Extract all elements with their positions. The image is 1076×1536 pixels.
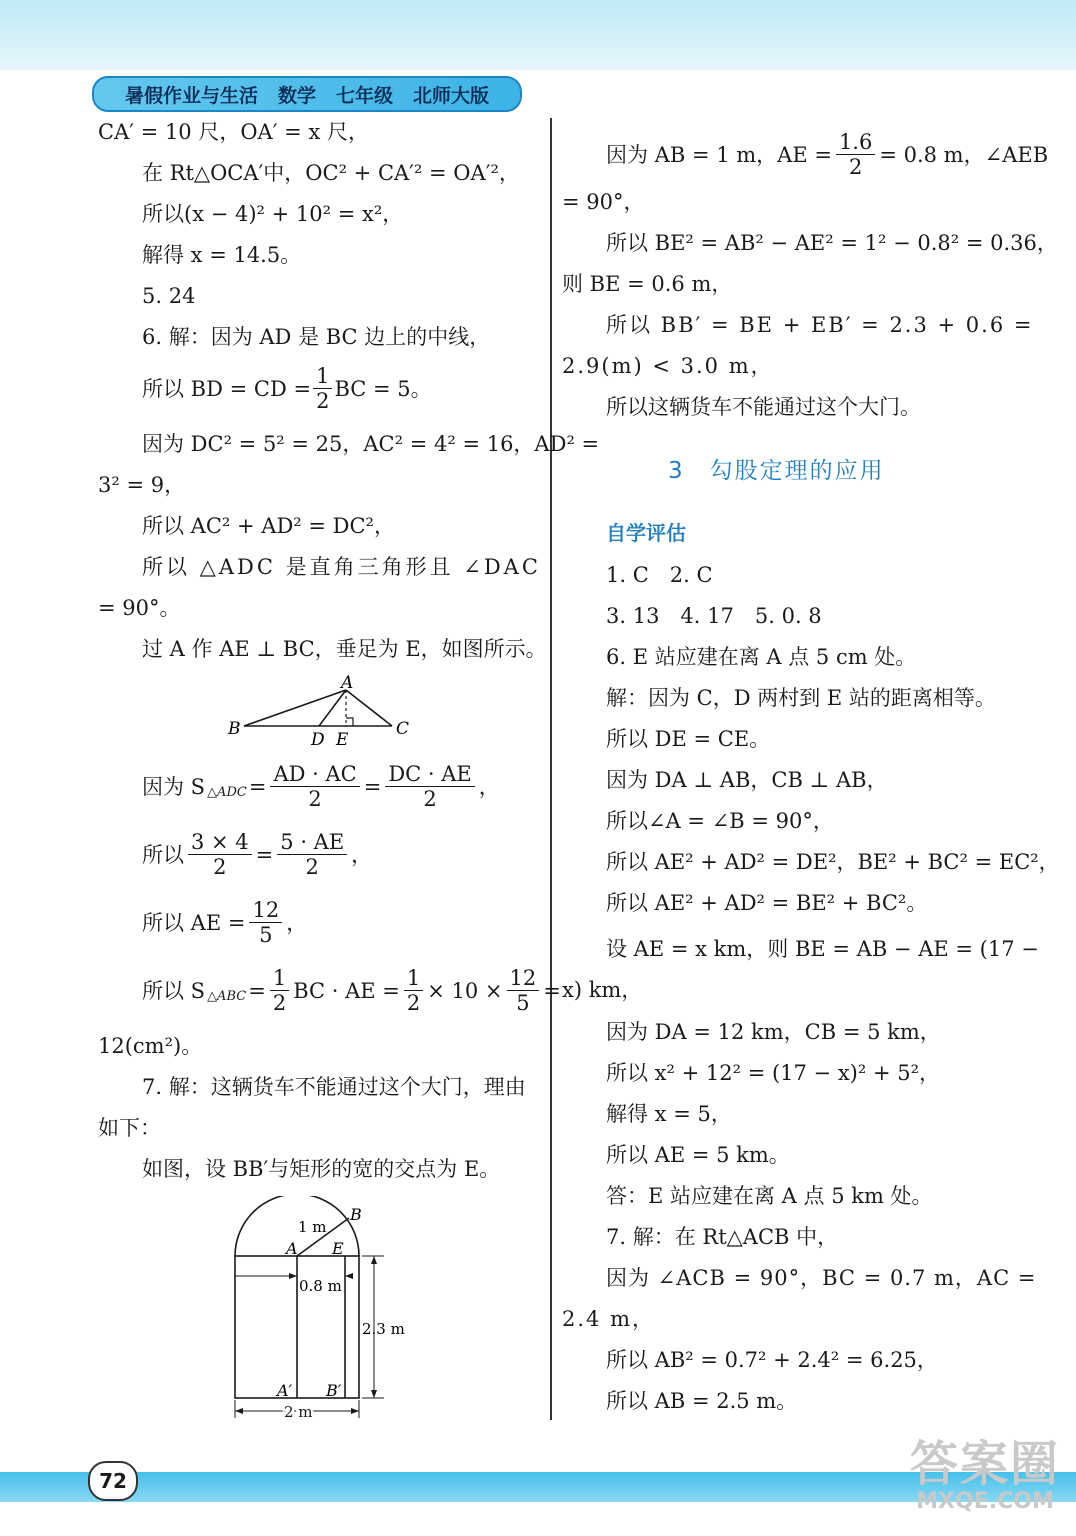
fraction-numerator: 1 (404, 966, 423, 991)
subscript: △ABC (207, 988, 247, 1004)
gate-figure (222, 1196, 422, 1424)
fraction (507, 966, 540, 1015)
fraction-denominator: 2 (272, 991, 287, 1015)
length-label: 2 m (284, 1403, 313, 1421)
fraction-denominator: 5 (516, 991, 530, 1015)
text-line: 7. 解：这辆货车不能通过这个大门，理由 (142, 1075, 526, 1099)
grade: 七年级 (336, 84, 394, 107)
text-line: = 90°。 (98, 596, 181, 620)
formula-line (142, 830, 372, 879)
fraction-denominator: 5 (259, 923, 273, 947)
text-segment: × 10 × (427, 978, 503, 1003)
text-line: 所以 AE² + AD² = BE² + BC²。 (606, 891, 928, 915)
triangle-figure (222, 672, 422, 752)
text-segment: BC = 5。 (334, 376, 432, 401)
top-decorative-band (0, 0, 1076, 70)
text-line: 6. 解：因为 AD 是 BC 边上的中线， (142, 325, 491, 349)
text-line: CA′ = 10 尺，OA′ = x 尺， (98, 120, 369, 144)
text-line: 所以∠A = ∠B = 90°， (606, 809, 834, 833)
fraction (249, 898, 282, 947)
fraction (313, 364, 332, 413)
text-line: 2.4 m， (562, 1307, 655, 1331)
text-segment: 因为 S (142, 774, 206, 799)
watermark-logo-text: 答案圈 (909, 1436, 1060, 1492)
fraction (270, 966, 289, 1015)
fraction-denominator: 2 (406, 991, 421, 1015)
edition: 北师大版 (413, 84, 490, 107)
text-line: 答：E 站应建在离 A 点 5 km 处。 (606, 1184, 933, 1208)
text-line: 因为 DA = 12 km，CB = 5 km， (606, 1020, 941, 1044)
point-label: A′ (277, 1381, 293, 1400)
point-label: E (336, 730, 349, 750)
point-label: C (396, 719, 410, 739)
text-segment: ， (351, 842, 373, 867)
formula-line (142, 966, 561, 1015)
watermark-url: MXQE.COM (916, 1489, 1054, 1514)
text-line: 因为 DC² = 5² = 25，AC² = 4² = 16，AD² = (142, 432, 600, 456)
fraction-numerator: DC · AE (385, 762, 474, 787)
text-segment: = (363, 774, 382, 799)
fraction-numerator: 12 (507, 966, 540, 991)
fraction-denominator: 2 (305, 855, 319, 879)
text-line: x) km， (562, 978, 643, 1002)
text-line: 12(cm²)。 (98, 1034, 203, 1058)
length-label: 2.3 m (362, 1320, 405, 1338)
text-line: 2.9(m) < 3.0 m， (562, 354, 774, 378)
text-line: 3² = 9， (98, 473, 186, 497)
fraction (277, 830, 347, 879)
fraction-numerator: 1 (270, 966, 289, 991)
fraction-denominator: 2 (213, 855, 227, 879)
text-segment: ， (478, 774, 500, 799)
text-line: 1. C 2. C (606, 563, 713, 587)
text-line: 6. E 站应建在离 A 点 5 cm 处。 (606, 645, 917, 669)
text-line: 所以(x − 4)² + 10² = x²， (142, 202, 404, 226)
subject: 数学 (277, 84, 316, 107)
fraction-numerator: AD · AC (270, 762, 359, 787)
point-label: B (350, 1205, 362, 1224)
text-line: 所以 DE = CE。 (606, 727, 771, 751)
fraction-denominator: 2 (308, 787, 322, 811)
length-label: 1 m (298, 1218, 327, 1236)
text-line: 因为 ∠ACB = 90°，BC = 0.7 m，AC = (606, 1266, 1037, 1290)
subscript: △ADC (207, 784, 247, 800)
text-line: 所以 AC² + AD² = DC²， (142, 514, 395, 538)
fraction (385, 762, 474, 811)
text-line: 所以 AE² + AD² = DE²，BE² + BC² = EC²， (606, 850, 1060, 874)
text-line: 3. 13 4. 17 5. 0. 8 (606, 604, 822, 628)
column-divider (550, 118, 552, 1420)
formula-line (142, 762, 500, 811)
fraction-denominator: 2 (848, 155, 863, 179)
text-line: 所以 BE² = AB² − AE² = 1² − 0.8² = 0.36， (606, 231, 1058, 255)
text-segment: = (248, 978, 266, 1003)
text-line: 因为 DA ⊥ AB，CB ⊥ AB， (606, 768, 888, 792)
text-line: 解得 x = 14.5。 (142, 243, 302, 267)
text-segment: = 0.8 m，∠AEB (879, 142, 1049, 167)
text-line: 如图，设 BB′与矩形的宽的交点为 E。 (142, 1157, 501, 1181)
text-line: 所以 AE = 5 km。 (606, 1143, 790, 1167)
fraction-numerator: 3 × 4 (188, 830, 252, 855)
section-title: 3 勾股定理的应用 (668, 458, 885, 484)
fraction (188, 830, 252, 879)
text-line: 5. 24 (142, 284, 196, 308)
text-line: 所以 BB′ = BE + EB′ = 2.3 + 0.6 = (606, 313, 1034, 337)
text-line: 过 A 作 AE ⊥ BC，垂足为 E，如图所示。 (142, 637, 547, 661)
fraction-numerator: 1 (313, 364, 332, 389)
fraction-denominator: 2 (423, 787, 437, 811)
text-line: 所以 △ADC 是直角三角形且 ∠DAC (142, 555, 541, 579)
point-label: A (286, 1239, 298, 1258)
text-line: 如下： (98, 1116, 161, 1140)
point-label: B′ (326, 1381, 342, 1400)
text-line: 所以 AB = 2.5 m。 (606, 1389, 798, 1413)
fraction-numerator: 5 · AE (277, 830, 347, 855)
fraction-numerator: 12 (249, 898, 282, 923)
text-segment: 因为 AB = 1 m，AE = (606, 142, 832, 167)
text-line: 所以 x² + 12² = (17 − x)² + 5²， (606, 1061, 941, 1085)
fraction (270, 762, 359, 811)
point-label: A (341, 673, 354, 693)
text-line: 所以这辆货车不能通过这个大门。 (606, 395, 921, 419)
length-label: 0.8 m (299, 1277, 342, 1295)
text-line: 解：因为 C，D 两村到 E 站的距离相等。 (606, 686, 996, 710)
text-segment: BC · AE = (293, 978, 400, 1003)
formula-line (142, 364, 432, 413)
text-line: 解得 x = 5， (606, 1102, 732, 1126)
text-segment: = (255, 842, 274, 867)
point-label: E (332, 1239, 344, 1258)
text-line: 所以 AB² = 0.7² + 2.4² = 6.25， (606, 1348, 938, 1372)
text-line: = 90°， (562, 190, 645, 214)
formula-line (142, 898, 307, 947)
subsection-title: 自学评估 (606, 521, 686, 545)
fraction (836, 130, 875, 179)
book-title: 暑假作业与生活 (124, 84, 258, 107)
text-segment: 所以 S (142, 978, 206, 1003)
text-line: 7. 解：在 Rt△ACB 中， (606, 1225, 839, 1249)
formula-line (606, 130, 1048, 179)
text-line: 设 AE = x km，则 BE = AB − AE = (17 − (606, 937, 1039, 961)
point-label: D (311, 730, 325, 750)
book-header-bar (92, 76, 522, 112)
text-line: 则 BE = 0.6 m， (562, 272, 733, 296)
text-segment: 所以 (142, 842, 184, 867)
fraction-numerator: 1.6 (836, 130, 875, 155)
text-segment: = (543, 978, 561, 1003)
text-segment: 所以 BD = CD = (142, 376, 312, 401)
text-segment: 所以 AE = (142, 910, 246, 935)
fraction (404, 966, 423, 1015)
text-segment: ， (286, 910, 308, 935)
watermark (905, 1438, 1065, 1514)
fraction-denominator: 2 (316, 389, 330, 413)
text-segment: = (248, 774, 267, 799)
page-number: 72 (88, 1461, 138, 1501)
point-label: B (228, 719, 241, 739)
text-line: 在 Rt△OCA′中，OC² + CA′² = OA′²， (142, 161, 520, 185)
